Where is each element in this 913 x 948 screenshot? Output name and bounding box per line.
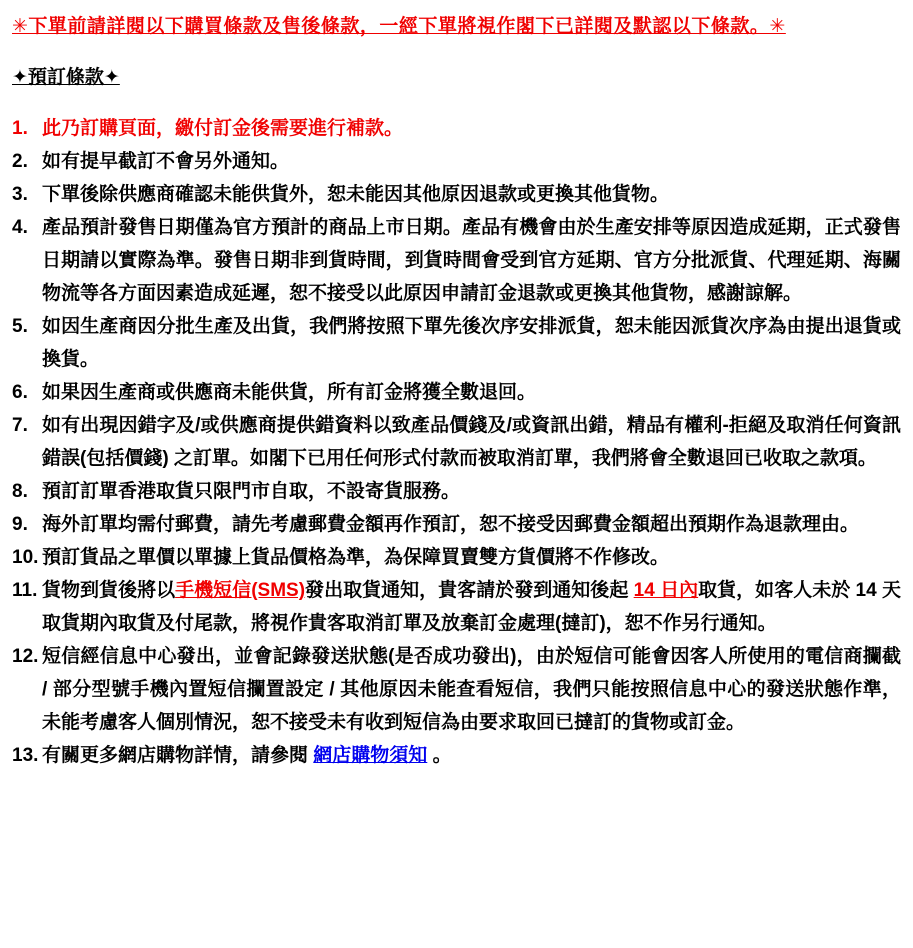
term-text xyxy=(42,739,901,772)
term-text xyxy=(42,112,901,145)
term-text-segment: 發出取貨通知，貴客請於發到通知後起 xyxy=(305,580,634,601)
term-text xyxy=(42,508,901,541)
term-number: 13. xyxy=(12,745,39,766)
term-text xyxy=(42,178,901,211)
term-item xyxy=(12,211,901,310)
term-number: 7. xyxy=(12,415,28,436)
term-item xyxy=(12,409,901,475)
term-number: 8. xyxy=(12,481,28,502)
term-text-segment: 產品預計發售日期僅為官方預計的商品上市日期。產品有機會由於生產安排等原因造成延期，正式發售日期請以實際為準。發售日期非到貨時間，到貨時間會受到官方延期、官方分批派貨、代理延期、海關物流等各方面因素造成延遲，恕不接受以此原因申請訂金退款或更換其他貨物，感謝諒解。 xyxy=(42,217,901,304)
term-item xyxy=(12,376,901,409)
term-text xyxy=(42,310,901,376)
term-item xyxy=(12,508,901,541)
term-text xyxy=(42,640,901,739)
term-number: 12. xyxy=(12,646,39,667)
shop-guide-link[interactable]: 網店購物須知 xyxy=(313,745,428,766)
term-number: 2. xyxy=(12,151,28,172)
term-text-segment: 海外訂單均需付郵費，請先考慮郵費金額再作預訂，恕不接受因郵費金額超出預期作為退款理由。 xyxy=(42,514,860,535)
term-text-segment: 有關更多網店購物詳情，請參閱 xyxy=(42,745,314,766)
term-item xyxy=(12,574,901,640)
term-item xyxy=(12,739,901,772)
term-text xyxy=(42,574,901,640)
term-item xyxy=(12,178,901,211)
term-text-segment: 手機短信(SMS) xyxy=(175,580,306,601)
term-item xyxy=(12,640,901,739)
term-text xyxy=(42,409,901,475)
term-text xyxy=(42,211,901,310)
purchase-terms-notice: ✳下單前請詳閱以下購買條款及售後條款，一經下單將視作閣下已詳閱及默認以下條款。✳ xyxy=(12,16,786,37)
term-number: 3. xyxy=(12,184,28,205)
term-item xyxy=(12,145,901,178)
term-text xyxy=(42,541,901,574)
term-text xyxy=(42,475,901,508)
term-text-segment: 此乃訂購頁面，繳付訂金後需要進行補款。 xyxy=(42,118,404,139)
terms-list xyxy=(12,112,901,772)
term-text-segment: 下單後除供應商確認未能供貨外，恕未能因其他原因退款或更換其他貨物。 xyxy=(42,184,670,205)
term-item xyxy=(12,310,901,376)
term-text-segment: 如有出現因錯字及/或供應商提供錯資料以致產品價錢及/或資訊出錯，精品有權利-拒絕及取消任何資訊錯誤(包括價錢) 之訂單。如閣下已用任何形式付款而被取消訂單，我們將會全數退回已收取之款項。 xyxy=(42,415,901,469)
term-text-segment: 預訂貨品之單價以單據上貨品價格為準，為保障買賣雙方貨價將不作修改。 xyxy=(42,547,670,568)
preorder-terms-title: ✦預訂條款✦ xyxy=(12,67,120,88)
term-text xyxy=(42,145,901,178)
term-text-segment: 如果因生產商或供應商未能供貨，所有訂金將獲全數退回。 xyxy=(42,382,537,403)
term-text-segment: 短信經信息中心發出，並會記錄發送狀態(是否成功發出)，由於短信可能會因客人所使用的電信商攔截 / 部分型號手機內置短信攔置設定 / 其他原因未能查看短信，我們只能按照信息中心的發送狀態作準，未能考慮客人個別情況，恕不接受未有收到短信為由要求取回已撻訂的貨物或訂金。 xyxy=(42,646,901,733)
term-text-segment: 如有提早截訂不會另外通知。 xyxy=(42,151,290,172)
term-text-segment: 14 日內 xyxy=(633,580,699,601)
term-number: 6. xyxy=(12,382,28,403)
term-text-segment: 取貨，如客人未於 14 天取貨期內取貨及付尾款，將視作貴客取消訂單及放棄訂金處理(撻訂)，恕不作另行通知。 xyxy=(42,580,901,634)
term-item xyxy=(12,541,901,574)
term-number: 5. xyxy=(12,316,28,337)
term-number: 11. xyxy=(12,580,38,601)
term-number: 10. xyxy=(12,547,39,568)
term-text-segment: 如因生產商因分批生產及出貨，我們將按照下單先後次序安排派貨，恕未能因派貨次序為由提出退貨或換貨。 xyxy=(42,316,901,370)
term-text xyxy=(42,376,901,409)
term-text-segment: 預訂訂單香港取貨只限門市自取，不設寄貨服務。 xyxy=(42,481,461,502)
term-number: 9. xyxy=(12,514,28,535)
term-number: 4. xyxy=(12,217,28,238)
term-item xyxy=(12,112,901,145)
term-text-segment: 。 xyxy=(427,745,452,766)
term-item xyxy=(12,475,901,508)
term-text-segment: 貨物到貨後將以 xyxy=(42,580,176,601)
term-number: 1. xyxy=(12,118,28,139)
